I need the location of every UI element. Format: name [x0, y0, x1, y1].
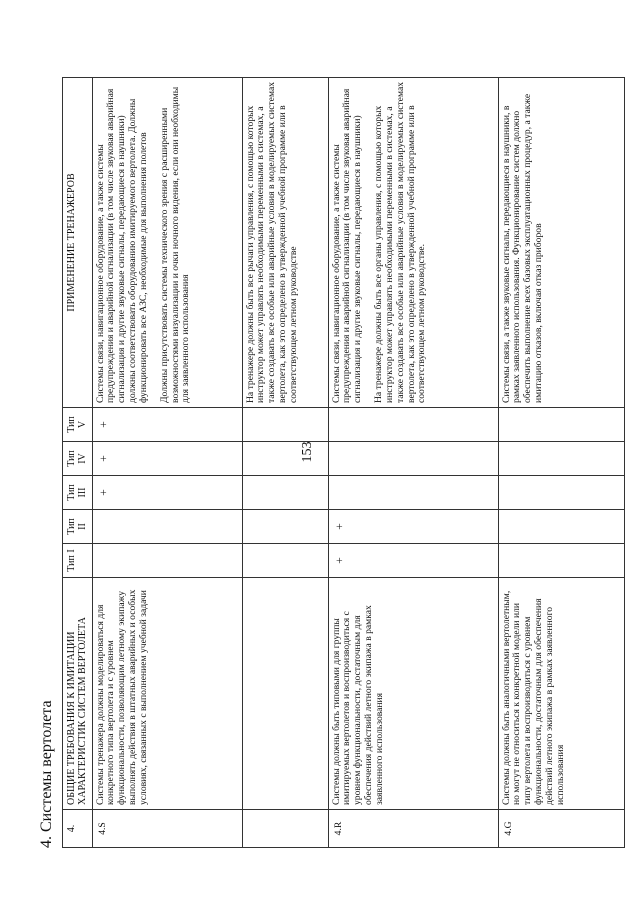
mark-type-3 — [498, 476, 624, 510]
application-paragraph: Системы связи, навигационное оборудование, а также системы предупреждения и аварийной сигнализации (в том числе звуковая аварийная сигнализация и другие звуковые сигналы, передающиеся в наушники) должны соответствовать оборудованию имитируемого вертолета. Должны функционировать все АЗС, необходимые для выполнения полетов — [94, 88, 149, 403]
header-type-5: Тип V — [63, 408, 93, 442]
mark-type-5 — [242, 408, 328, 442]
mark-type-1 — [498, 544, 624, 578]
header-type-1: Тип I — [63, 544, 93, 578]
application-paragraph: На тренажере должны быть все органы управления, с помощью которых инструктор может управлять необходимыми переменными в системах, а также создавать все особые или аварийные условия в моделируемых системах вертолета, как это определено в утвержденной учебной программе или в соответствующем летном руководстве. — [373, 81, 428, 403]
row-requirement: Системы тренажера должны моделироваться для конкретного типа вертолета и с уровнем функциональности, позволяющим летному экипажу выполнять действия в штатных аварийных и особых условиях, связанных с выполнением учебной задачи — [92, 578, 242, 810]
mark-type-3: + — [92, 476, 242, 510]
row-requirement — [242, 578, 328, 810]
application-paragraph: Системы связи, навигационное оборудование, а также системы предупреждения и аварийной сигнализации (в том числе звуковая аварийная сигнализация и другие звуковые сигналы, передающиеся в наушники) — [330, 88, 364, 403]
row-application — [328, 78, 498, 408]
mark-type-2: + — [328, 510, 498, 544]
row-requirement: Системы должны быть типовыми для группы имитируемых вертолетов и воспроизводиться с уровнем функциональности, достаточным для обеспечения действий летного экипажа в рамках заявленного использования — [328, 578, 498, 810]
header-type-2: Тип II — [63, 510, 93, 544]
row-application — [92, 78, 242, 408]
application-paragraph: Системы связи, а также звуковые сигналы, передающиеся в наушники, в рамках заявленного использования. Функционирование систем должно обеспечить выполнение всех базовых эксплуатационных процедур, а также имитацию отказов, включая отказ приборов — [500, 93, 545, 403]
table-row-4g — [498, 78, 624, 848]
mark-type-2 — [242, 510, 328, 544]
header-type-3: Тип III — [63, 476, 93, 510]
mark-type-5 — [498, 408, 624, 442]
page-number: 153 — [300, 441, 315, 463]
mark-type-3 — [242, 476, 328, 510]
header-number: 4. — [63, 810, 93, 848]
mark-type-2 — [498, 510, 624, 544]
rotated-page-content — [38, 78, 598, 848]
mark-type-4 — [328, 442, 498, 476]
mark-type-1 — [92, 544, 242, 578]
mark-type-3 — [328, 476, 498, 510]
table-row-4r — [328, 78, 498, 848]
header-requirements: ОБЩИЕ ТРЕБОВАНИЯ К ИМИТАЦИИ ХАРАКТЕРИСТИК СИСТЕМ ВЕРТОЛЕТА — [63, 578, 93, 810]
header-application: ПРИМЕНЕНИЕ ТРЕНАЖЕРОВ — [63, 78, 93, 408]
row-requirement: Системы должны быть аналогичными вертолетным, но могут не относиться к конкретной модели или типу вертолета и воспроизводиться с уровнем функциональности, достаточным для обеспечения действий летного экипажа в рамках заявленного использования — [498, 578, 624, 810]
row-id: 4.R — [328, 810, 498, 848]
header-type-4: Тип IV — [63, 442, 93, 476]
row-id — [242, 810, 328, 848]
application-paragraph: Должны присутствовать системы технического зрения с расширенными возможностями визуализации и очки ночного видения, если они необходимы для заявленного использования — [158, 86, 192, 403]
mark-type-1: + — [328, 544, 498, 578]
application-paragraph: На тренажере должны быть все рычаги управления, с помощью которых инструктор может управлять необходимыми переменными в системах, а также создавать все особые или аварийные условия в моделируемых системах вертолета, как это определено в утвержденной учебной программе или в соответствующем летном руководстве — [244, 81, 299, 403]
table-header-row — [63, 78, 93, 848]
table-row-4s — [92, 78, 242, 848]
mark-type-2 — [92, 510, 242, 544]
mark-type-4 — [242, 442, 328, 476]
mark-type-4: + — [92, 442, 242, 476]
table-row-4s-continued — [242, 78, 328, 848]
row-application — [498, 78, 624, 408]
mark-type-5: + — [92, 408, 242, 442]
row-id: 4.S — [92, 810, 242, 848]
systems-table — [62, 77, 625, 848]
section-title: 4. Системы вертолета — [38, 700, 55, 848]
mark-type-5 — [328, 408, 498, 442]
row-id: 4.G — [498, 810, 624, 848]
mark-type-4 — [498, 442, 624, 476]
mark-type-1 — [242, 544, 328, 578]
row-application — [242, 78, 328, 408]
